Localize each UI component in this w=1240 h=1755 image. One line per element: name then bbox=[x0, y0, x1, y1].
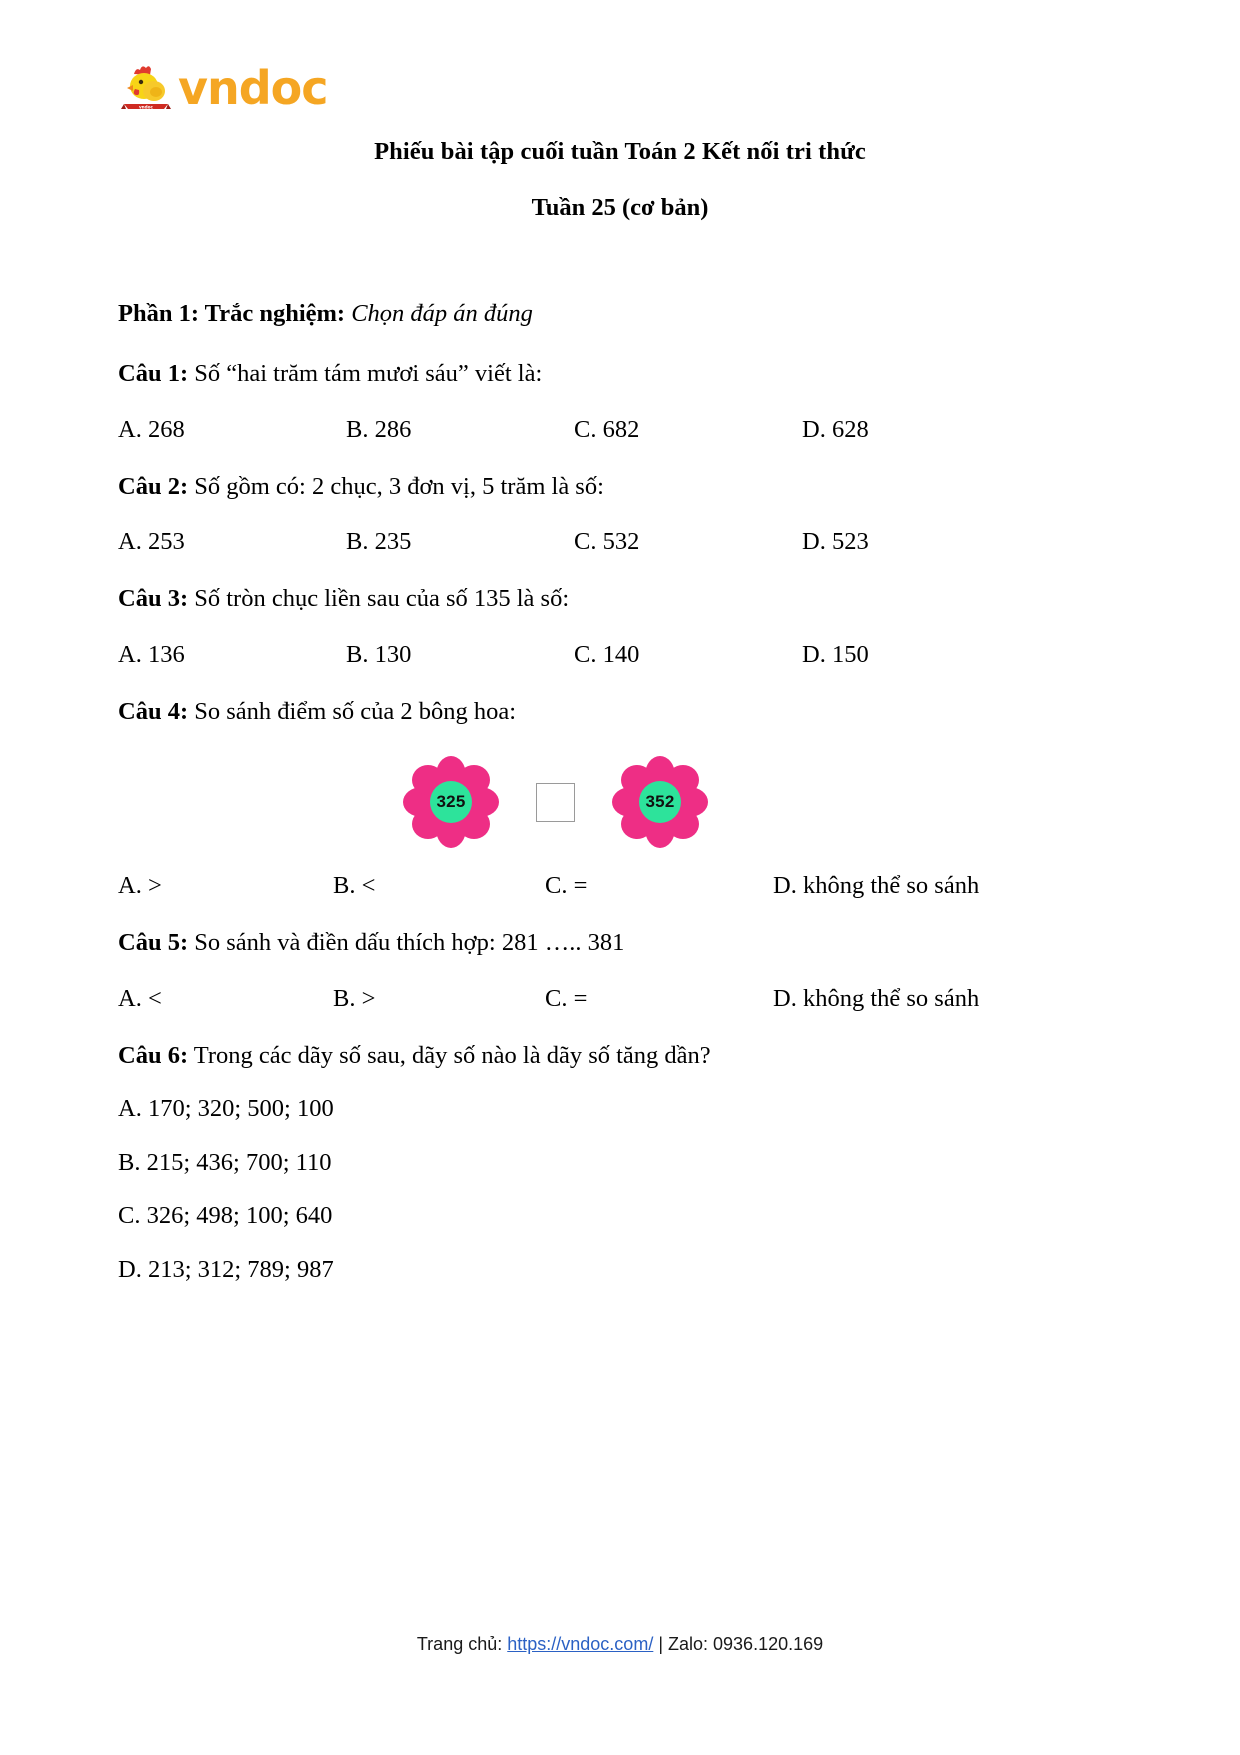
page-title: Phiếu bài tập cuối tuần Toán 2 Kết nối tri thức bbox=[374, 138, 866, 165]
question-1-text: Số “hai trăm tám mươi sáu” viết là: bbox=[188, 359, 543, 387]
option-6-a[interactable]: A. 170; 320; 500; 100 bbox=[118, 1094, 334, 1122]
svg-text:vndoc: vndoc bbox=[138, 104, 154, 110]
question-6-number: Câu 6: bbox=[118, 1041, 189, 1069]
question-5 bbox=[118, 927, 1123, 960]
question-2 bbox=[118, 471, 1123, 504]
flower-right bbox=[609, 754, 711, 850]
question-3 bbox=[118, 583, 1123, 616]
question-3-number: Câu 3: bbox=[118, 585, 189, 613]
question-4-text: So sánh điểm số của 2 bông hoa: bbox=[188, 698, 517, 726]
option-3-a[interactable]: A. 136 bbox=[118, 641, 185, 669]
option-2-c[interactable]: C. 532 bbox=[574, 528, 640, 556]
footer-home-link[interactable]: https://vndoc.com/ bbox=[507, 1634, 654, 1654]
option-1-c[interactable]: C. 682 bbox=[574, 415, 640, 443]
footer-prefix: Trang chủ: bbox=[416, 1634, 508, 1654]
flower-left-value: 325 bbox=[436, 792, 466, 812]
option-1-b[interactable]: B. 286 bbox=[346, 415, 412, 443]
page-footer bbox=[0, 1634, 1240, 1655]
comparison-answer-box[interactable] bbox=[536, 783, 575, 822]
question-4-options bbox=[118, 872, 1123, 900]
question-2-text: Số gồm có: 2 chục, 3 đơn vị, 5 trăm là số: bbox=[188, 472, 604, 500]
option-4-c[interactable]: C. = bbox=[545, 872, 588, 900]
flower-right-value: 352 bbox=[645, 792, 675, 812]
question-1-options bbox=[118, 416, 1123, 444]
flower-left bbox=[400, 754, 502, 850]
option-4-a[interactable]: A. > bbox=[118, 872, 162, 900]
option-2-d[interactable]: D. 523 bbox=[802, 528, 869, 556]
option-5-b[interactable]: B. > bbox=[333, 984, 376, 1012]
option-1-d[interactable]: D. 628 bbox=[802, 415, 869, 443]
option-6-d[interactable]: D. 213; 312; 789; 987 bbox=[118, 1256, 334, 1284]
section-heading bbox=[118, 298, 1123, 331]
question-5-options bbox=[118, 985, 1123, 1013]
option-3-b[interactable]: B. 130 bbox=[346, 641, 412, 669]
option-6-b[interactable]: B. 215; 436; 700; 110 bbox=[118, 1148, 332, 1176]
question-1-number: Câu 1: bbox=[118, 359, 189, 387]
section-instruction: Chọn đáp án đúng bbox=[351, 300, 533, 327]
rooster-mascot-icon bbox=[118, 60, 174, 116]
footer-suffix: | Zalo: 0936.120.169 bbox=[653, 1634, 824, 1654]
question-5-text: So sánh và điền dấu thích hợp: 281 ….. 381 bbox=[188, 929, 625, 957]
question-2-number: Câu 2: bbox=[118, 472, 189, 500]
question-6 bbox=[118, 1040, 1123, 1073]
worksheet-body bbox=[118, 298, 1123, 1308]
option-2-a[interactable]: A. 253 bbox=[118, 528, 185, 556]
option-1-a[interactable]: A. 268 bbox=[118, 415, 185, 443]
question-6-text: Trong các dãy số sau, dãy số nào là dãy số tăng dần? bbox=[188, 1041, 711, 1069]
logo-wordmark: vndoc bbox=[178, 61, 328, 115]
option-5-a[interactable]: A. < bbox=[118, 984, 162, 1012]
question-4 bbox=[118, 696, 1123, 729]
question-6-options bbox=[118, 1093, 1123, 1286]
section-label: Phần 1: Trắc nghiệm: bbox=[118, 300, 346, 327]
question-3-options bbox=[118, 641, 1123, 669]
page-subtitle: Tuần 25 (cơ bản) bbox=[531, 194, 709, 221]
flower-comparison-figure bbox=[118, 754, 1123, 850]
brand-logo bbox=[118, 58, 328, 118]
option-5-c[interactable]: C. = bbox=[545, 984, 588, 1012]
question-2-options bbox=[118, 528, 1123, 556]
option-3-d[interactable]: D. 150 bbox=[802, 641, 869, 669]
question-3-text: Số tròn chục liền sau của số 135 là số: bbox=[188, 585, 570, 613]
option-6-c[interactable]: C. 326; 498; 100; 640 bbox=[118, 1202, 333, 1230]
option-4-b[interactable]: B. < bbox=[333, 872, 376, 900]
question-1 bbox=[118, 358, 1123, 391]
option-3-c[interactable]: C. 140 bbox=[574, 641, 640, 669]
question-5-number: Câu 5: bbox=[118, 929, 189, 957]
question-4-number: Câu 4: bbox=[118, 698, 189, 726]
option-2-b[interactable]: B. 235 bbox=[346, 528, 412, 556]
option-4-d[interactable]: D. không thể so sánh bbox=[773, 872, 980, 900]
option-5-d[interactable]: D. không thể so sánh bbox=[773, 984, 980, 1012]
